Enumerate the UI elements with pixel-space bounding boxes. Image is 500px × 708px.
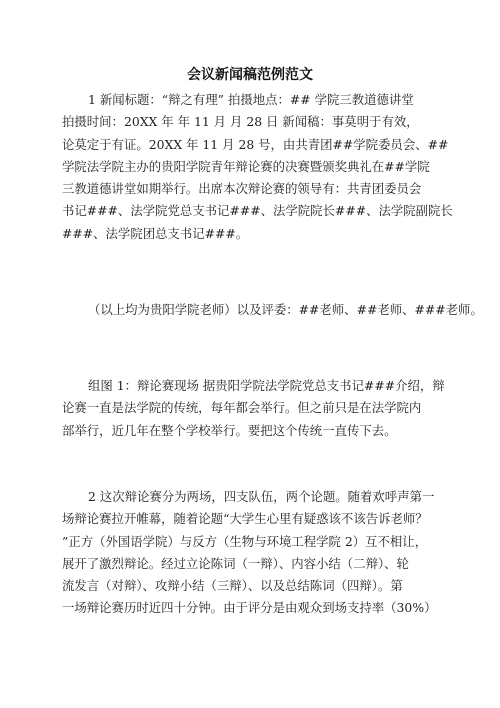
paragraph-debate-details	[62, 486, 442, 620]
text-line: 流发言（对辩）、攻辩小结（三辩）、以及总结陈词（四辩）。第	[62, 578, 403, 594]
text-line: 学院法学院主办的贵阳学院青年辩论赛的决赛暨颁奖典礼在##学院	[62, 158, 430, 174]
text-line: ###、法学院团总支书记###。	[62, 225, 249, 241]
text-line: 一场辩论赛历时近四十分钟。由于评分是由观众到场支持率（30%）	[62, 600, 437, 616]
paragraph-judges	[62, 299, 483, 321]
text-line: 展开了激烈辩论。经过立论陈词（一辩）、内容小结（二辩）、轮	[62, 555, 409, 571]
text-line: ”正方（外国语学院）与反方（生物与环境工程学院 2）互不相让，	[62, 533, 428, 549]
text-line: 2 这次辩论赛分为两场，四支队伍，两个论题。随着欢呼声第一	[88, 489, 435, 504]
document-title: 会议新闻稿范例范文	[187, 67, 313, 83]
text-line: 书记###、法学院党总支书记###、法学院院长###、法学院副院长	[62, 203, 453, 219]
text-line: 论赛一直是法学院的传统，每年都会举行。但之前只是在法学院内	[62, 400, 422, 416]
text-line: 论莫定于有证。20XX 年 11 月 28 号，由共青团##学院委员会、##	[62, 136, 449, 152]
text-line: 1 新闻标题：“辩之有理” 拍摄地点：## 学院三教道德讲堂	[88, 92, 414, 107]
text-line: 三教道德讲堂如期举行。出席本次辩论赛的领导有：共青团委员会	[62, 181, 422, 197]
text-line: 场辩论赛拉开帷幕，随着论题“大学生心里有疑惑该不该告诉老师？	[62, 511, 428, 527]
text-line: （以上均为贵阳学院老师）以及评委：##老师、##老师、###老师。	[88, 302, 483, 317]
text-line: 拍摄时间：20XX 年 年 11 月 月 28 日 新闻稿：事莫明于有效，	[62, 114, 419, 130]
text-line: 部举行，近几年在整个学校举行。要把这个传统一直传下去。	[62, 422, 397, 438]
paragraph-news-intro	[62, 89, 453, 245]
paragraph-photo-caption	[62, 375, 445, 442]
text-line: 组图 1：辩论赛现场 据贵阳学院法学院党总支书记###介绍，辩	[88, 378, 445, 393]
